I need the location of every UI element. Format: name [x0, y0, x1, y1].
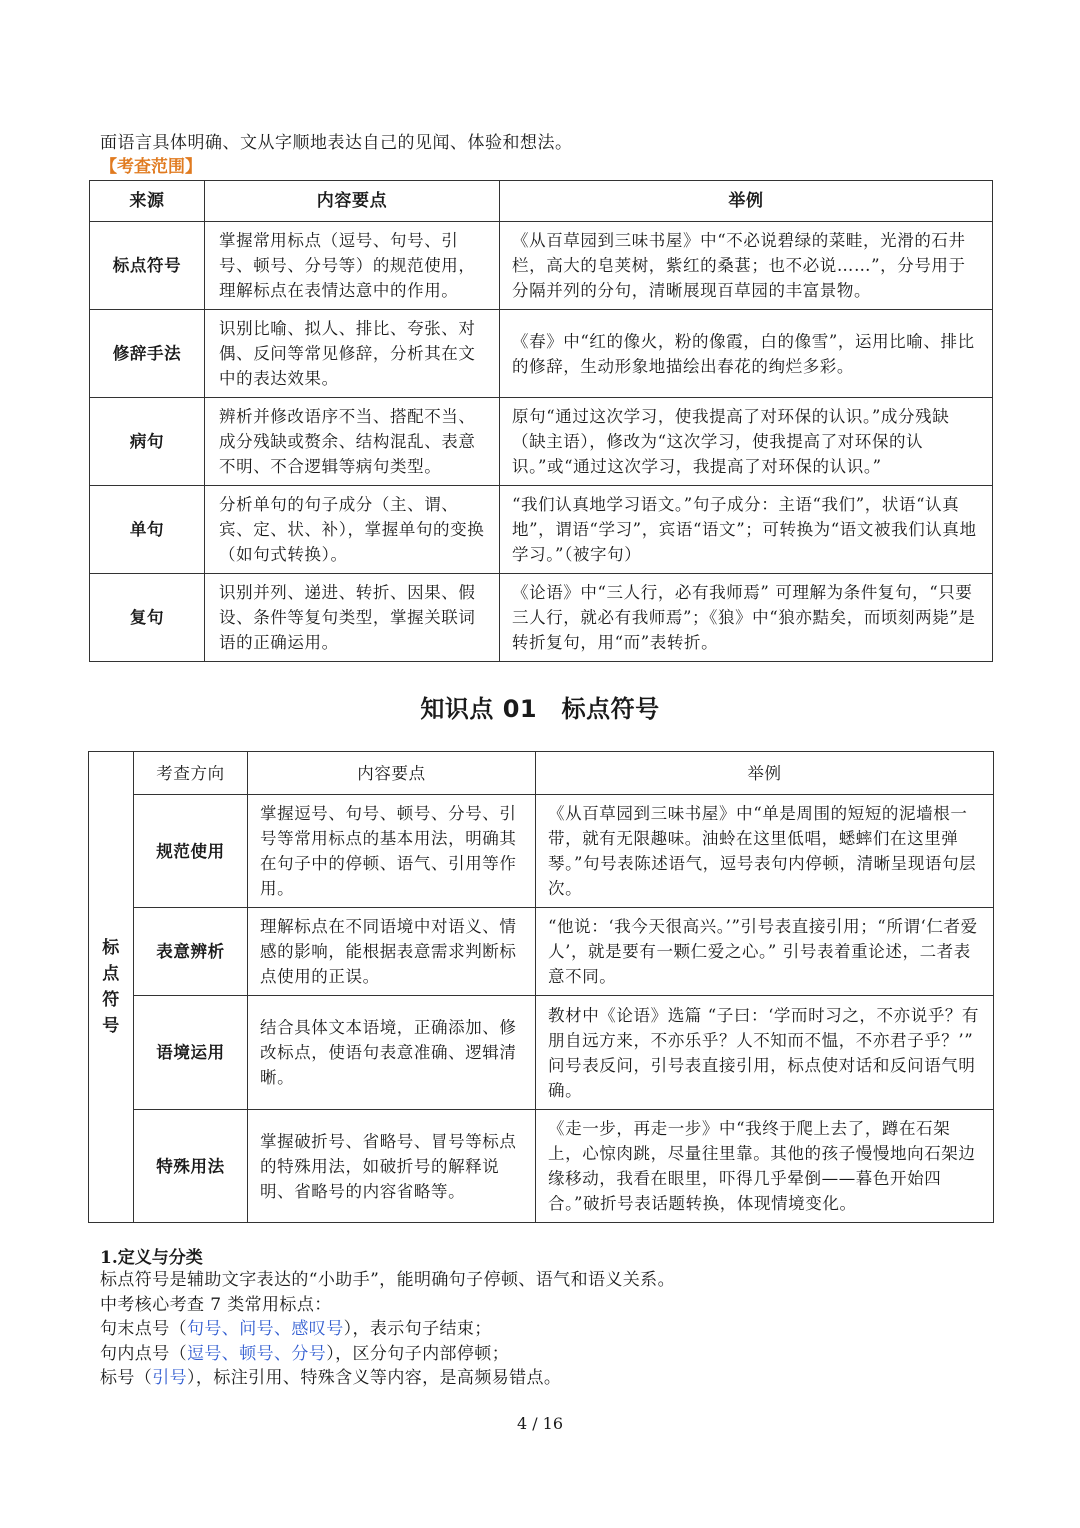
- table-row: [90, 574, 993, 662]
- line-prefix: 句末点号（: [100, 1319, 187, 1339]
- table-row: [89, 1110, 994, 1223]
- table-row: [90, 222, 993, 310]
- section-title: 知识点 01 标点符号: [420, 695, 660, 723]
- table-row: [90, 486, 993, 574]
- points-cell: 掌握逗号、句号、顿号、分号、引号等常用标点的基本用法，明确其在句子中的停顿、语气、引用等作用。: [248, 795, 536, 908]
- example-cell: 《从百草园到三味书屋》中“单是周围的短短的泥墙根一带，就有无限趣味。油蛉在这里低唱，蟋蟀们在这里弹琴。”句号表陈述语气，逗号表句内停顿，清晰呈现语句层次。: [536, 795, 994, 908]
- table-row: [90, 310, 993, 398]
- source-cell: 复句: [90, 574, 205, 662]
- punctuation-table: [88, 751, 994, 1223]
- points-cell: 结合具体文本语境，正确添加、修改标点，使语句表意准确、逻辑清晰。: [248, 996, 536, 1110]
- table-row: [89, 908, 994, 996]
- header-example: 举例: [500, 181, 993, 222]
- direction-cell: 规范使用: [134, 795, 248, 908]
- definition-line: 标点符号是辅助文字表达的“小助手”，能明确句子停顿、语气和语义关系。: [100, 1270, 675, 1290]
- example-cell: 《走一步，再走一步》中“我终于爬上去了，蹲在石架上，心惊肉跳，尽量往里靠。其他的孩子慢慢地向石架边缘移动，我看在眼里，吓得几乎晕倒——暮色开始四合。”破折号表话题转换，体现情境变化。: [536, 1110, 994, 1223]
- line-suffix: ），标注引用、特殊含义等内容，是高频易错点。: [187, 1368, 562, 1388]
- definition-line: [100, 1366, 561, 1391]
- definition-title: 1.定义与分类: [100, 1248, 203, 1268]
- definition-line: [100, 1342, 509, 1367]
- source-cell: 病句: [90, 398, 205, 486]
- header-source: 来源: [90, 181, 205, 222]
- header-points: 内容要点: [205, 181, 500, 222]
- table-row: [89, 996, 994, 1110]
- highlight-terms: 逗号、顿号、分号: [187, 1344, 327, 1364]
- header-example: 举例: [536, 752, 994, 795]
- line-prefix: 标号（: [100, 1368, 153, 1388]
- table-header-row: [89, 752, 994, 795]
- line-suffix: ），表示句子结束；: [343, 1319, 492, 1339]
- line-prefix: 句内点号（: [100, 1344, 187, 1364]
- side-label-char: 符: [102, 990, 120, 1010]
- points-cell: 掌握常用标点（逗号、句号、引号、顿号、分号等）的规范使用，理解标点在表情达意中的作用。: [205, 222, 500, 310]
- page-number: 4 / 16: [516, 1414, 564, 1433]
- points-cell: 掌握破折号、省略号、冒号等标点的特殊用法，如破折号的解释说明、省略号的内容省略等。: [248, 1110, 536, 1223]
- line-suffix: ），区分句子内部停顿；: [326, 1344, 510, 1364]
- example-cell: 教材中《论语》选篇 “子曰：‘学而时习之，不亦说乎？有朋自远方来，不亦乐乎？人不知而不愠，不亦君子乎？’” 问号表反问，引号表直接引用，标点使对话和反问语气明确。: [536, 996, 994, 1110]
- side-label-char: 标: [102, 938, 120, 958]
- example-cell: 《论语》中“三人行，必有我师焉” 可理解为条件复句，“只要三人行，就必有我师焉”；《狼》中“狼亦黠矣，而顷刻两毙”是转折复句，用“而”表转折。: [500, 574, 993, 662]
- example-cell: 《春》中“红的像火，粉的像霞，白的像雪”，运用比喻、排比的修辞，生动形象地描绘出春花的绚烂多彩。: [500, 310, 993, 398]
- highlight-terms: 引号: [152, 1368, 188, 1388]
- side-label: [89, 752, 134, 1223]
- table-row: [89, 795, 994, 908]
- definition-line: [100, 1317, 492, 1342]
- points-cell: 识别比喻、拟人、排比、夸张、对偶、反问等常见修辞，分析其在文中的表达效果。: [205, 310, 500, 398]
- scope-table: [89, 180, 993, 662]
- scope-heading: 【考查范围】: [100, 157, 202, 177]
- side-label-char: 号: [102, 1016, 120, 1036]
- side-label-char: 点: [102, 964, 120, 984]
- definition-line: 中考核心考查 7 类常用标点：: [100, 1295, 332, 1315]
- intro-text: 面语言具体明确、文从字顺地表达自己的见闻、体验和想法。: [100, 133, 573, 153]
- table-row: [90, 398, 993, 486]
- table-header-row: [90, 181, 993, 222]
- example-cell: “他说：‘我今天很高兴。’”引号表直接引用；“所谓‘仁者爱人’，就是要有一颗仁爱之心。” 引号表着重论述，二者表意不同。: [536, 908, 994, 996]
- example-cell: 《从百草园到三味书屋》中“不必说碧绿的菜畦，光滑的石井栏，高大的皂荚树，紫红的桑葚；也不必说……”，分号用于分隔并列的分句，清晰展现百草园的丰富景物。: [500, 222, 993, 310]
- points-cell: 辨析并修改语序不当、搭配不当、成分残缺或赘余、结构混乱、表意不明、不合逻辑等病句类型。: [205, 398, 500, 486]
- highlight-terms: 句号、问号、感叹号: [187, 1319, 344, 1339]
- source-cell: 标点符号: [90, 222, 205, 310]
- points-cell: 识别并列、递进、转折、因果、假设、条件等复句类型，掌握关联词语的正确运用。: [205, 574, 500, 662]
- points-cell: 理解标点在不同语境中对语义、情感的影响，能根据表意需求判断标点使用的正误。: [248, 908, 536, 996]
- points-cell: 分析单句的句子成分（主、谓、宾、定、状、补），掌握单句的变换（如句式转换）。: [205, 486, 500, 574]
- source-cell: 修辞手法: [90, 310, 205, 398]
- header-direction: 考查方向: [134, 752, 248, 795]
- example-cell: “我们认真地学习语文。”句子成分：主语“我们”，状语“认真地”，谓语“学习”，宾语“语文”；可转换为“语文被我们认真地学习。”（被字句）: [500, 486, 993, 574]
- direction-cell: 语境运用: [134, 996, 248, 1110]
- header-points: 内容要点: [248, 752, 536, 795]
- source-cell: 单句: [90, 486, 205, 574]
- example-cell: 原句“通过这次学习，使我提高了对环保的认识。”成分残缺（缺主语），修改为“这次学习，使我提高了对环保的认识。”或“通过这次学习，我提高了对环保的认识。”: [500, 398, 993, 486]
- direction-cell: 特殊用法: [134, 1110, 248, 1223]
- direction-cell: 表意辨析: [134, 908, 248, 996]
